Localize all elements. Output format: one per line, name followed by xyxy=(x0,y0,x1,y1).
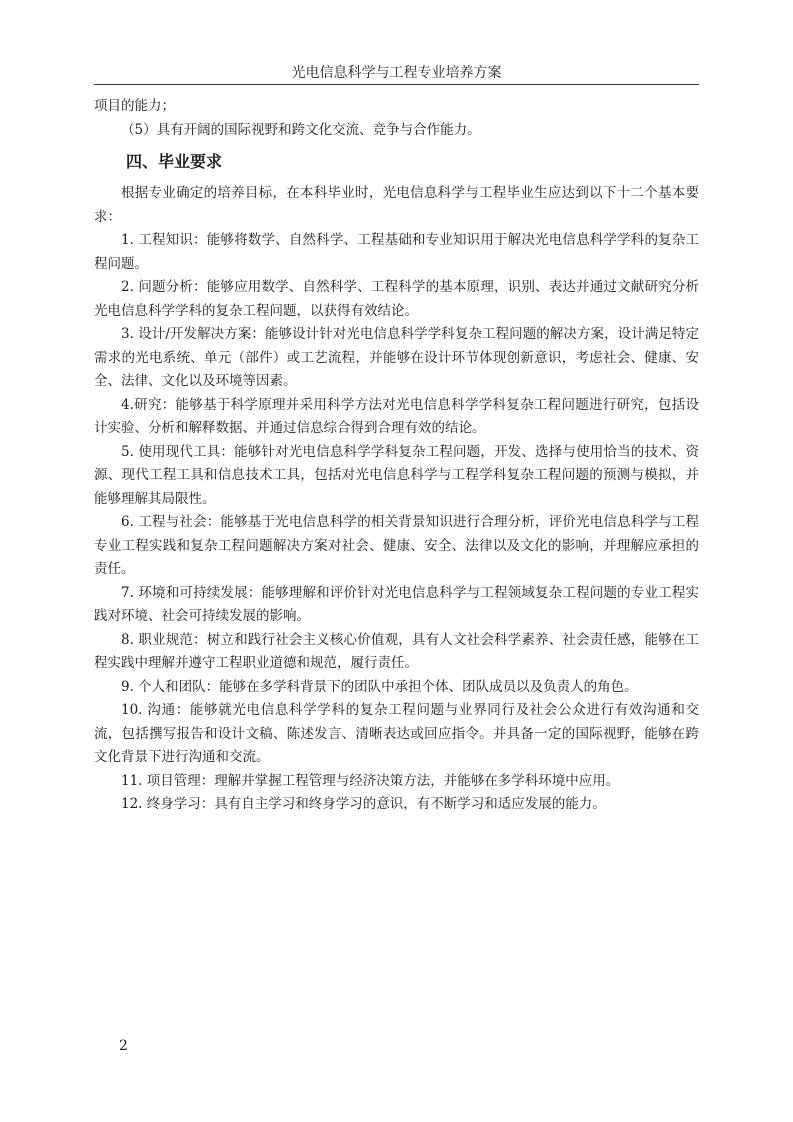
page-header-title: 光电信息科学与工程专业培养方案 xyxy=(291,65,502,81)
page-number: 2 xyxy=(119,1038,128,1054)
requirement-item: 6. 工程与社会：能够基于光电信息科学的相关背景知识进行合理分析，评价光电信息科学与工程专业工程实践和复杂工程问题解决方案对社会、健康、安全、法律以及文化的影响，并理解应承担的责任。 xyxy=(94,514,699,577)
requirement-item: 2. 问题分析：能够应用数学、自然科学、工程科学的基本原理，识别、表达并通过文献研究分析光电信息科学学科的复杂工程问题，以获得有效结论。 xyxy=(94,279,699,319)
requirement-item: 12. 终身学习：具有自主学习和终身学习的意识，有不断学习和适应发展的能力。 xyxy=(121,796,606,812)
intro-paragraph: 根据专业确定的培养目标，在本科毕业时，光电信息科学与工程毕业生应达到以下十二个基本要求： xyxy=(94,185,699,225)
section-title: 四、毕业要求 xyxy=(126,152,223,171)
requirement-item: 1. 工程知识：能够将数学、自然科学、工程基础和专业知识用于解决光电信息科学学科的复杂工程问题。 xyxy=(94,232,699,272)
requirement-item: 7. 环境和可持续发展：能够理解和评价针对光电信息科学与工程领域复杂工程问题的专业工程实践对环境、社会可持续发展的影响。 xyxy=(94,584,699,624)
requirement-item: 8. 职业规范：树立和践行社会主义核心价值观，具有人文社会科学素养、社会责任感，能够在工程实践中理解并遵守工程职业道德和规范，履行责任。 xyxy=(94,631,699,671)
requirement-item: 11. 项目管理：理解并掌握工程管理与经济决策方法，并能够在多学科环境中应用。 xyxy=(121,772,620,789)
header-divider xyxy=(94,84,699,85)
requirement-item: 10. 沟通：能够就光电信息科学学科的复杂工程问题与业界同行及社会公众进行有效沟通和交流，包括撰写报告和设计文稿、陈述发言、清晰表达或回应指令。并具备一定的国际视野，能够在跨文化背景下进行沟通和交流。 xyxy=(94,702,699,765)
requirement-item: 3. 设计/开发解决方案：能够设计针对光电信息科学学科复杂工程问题的解决方案，设计满足特定需求的光电系统、单元（部件）或工艺流程，并能够在设计环节体现创新意识，考虑社会、健康、安全、法律、文化以及环境等因素。 xyxy=(94,326,699,389)
requirement-item: 5. 使用现代工具：能够针对光电信息科学学科复杂工程问题，开发、选择与使用恰当的技术、资源、现代工程工具和信息技术工具，包括对光电信息科学与工程学科复杂工程问题的预测与模拟，并能够理解其局限性。 xyxy=(94,443,699,507)
lead-item: （5）具有开阔的国际视野和跨文化交流、竞争与合作能力。 xyxy=(121,121,481,138)
requirement-item: 9. 个人和团队：能够在多学科背景下的团队中承担个体、团队成员以及负责人的角色。 xyxy=(121,678,638,695)
document-body xyxy=(94,95,699,817)
requirement-item: 4.研究：能够基于科学原理并采用科学方法对光电信息科学学科复杂工程问题进行研究，包括设计实验、分析和解释数据、并通过信息综合得到合理有效的结论。 xyxy=(94,396,699,436)
lead-text: 项目的能力； xyxy=(94,98,175,114)
